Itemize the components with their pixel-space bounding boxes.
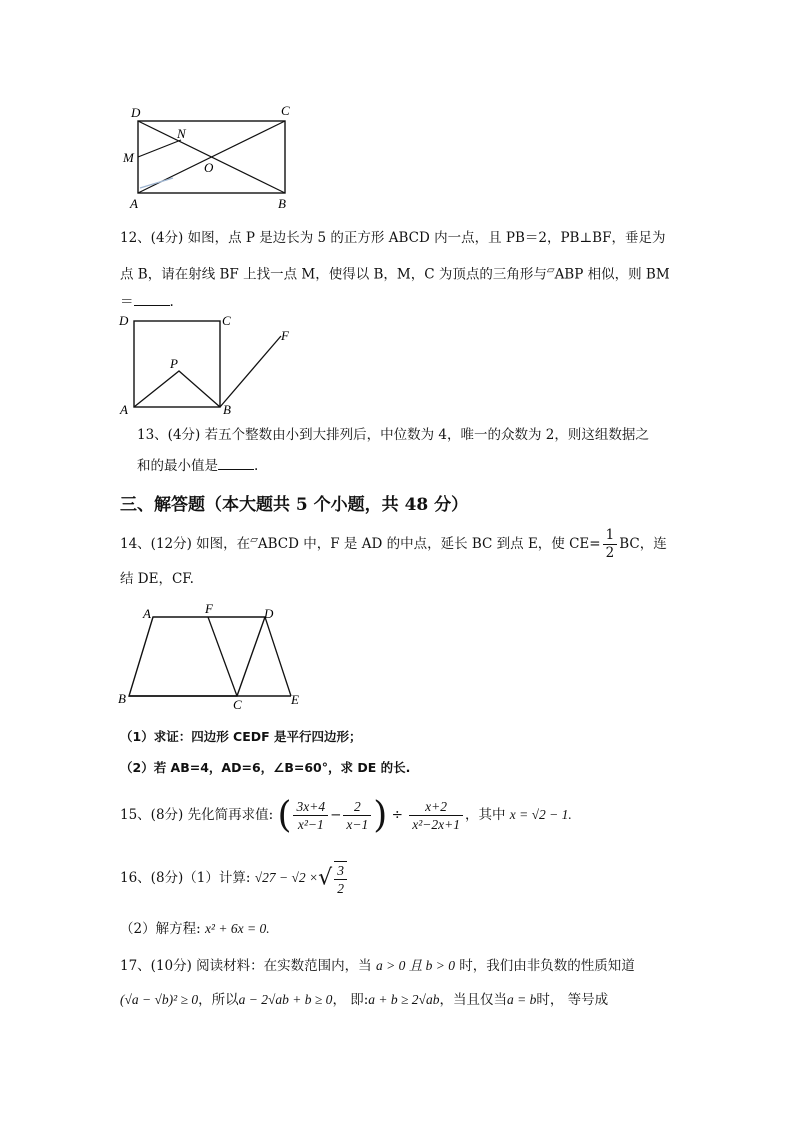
fraction-one-half (603, 527, 618, 562)
q17-text-d: ， 即: (332, 992, 369, 1008)
q14-part2: （2）若 AB=4，AD=6，∠B=60°，求 DE 的长. (120, 760, 411, 775)
figure-rectangle-diagonals (118, 100, 308, 215)
label-p: P (170, 356, 178, 371)
q13-answer-blank[interactable] (218, 456, 254, 470)
q12-answer-blank[interactable] (134, 292, 170, 306)
frac3-den: x²−2x+1 (412, 817, 460, 832)
frac-num: 3 (334, 862, 347, 880)
q16-prefix: 16、(8分)（1）计算: (120, 870, 251, 886)
frac1-num: 3x+4 (293, 798, 328, 816)
figure-square-ray (115, 310, 300, 418)
q12-end: . (169, 294, 174, 310)
open-paren: ( (277, 794, 292, 836)
q16-part2-expr: x² + 6x = 0. (204, 921, 270, 936)
label-c: C (233, 697, 242, 712)
label-b: B (278, 196, 286, 211)
frac-den: 2 (605, 545, 615, 561)
q12-line3 (120, 292, 174, 311)
label-n: N (177, 126, 186, 141)
label-m: M (123, 150, 134, 165)
q14-line2: 结 DE，CF. (120, 571, 194, 587)
frac2-num: 2 (343, 798, 371, 816)
label-a: A (143, 606, 151, 621)
frac2-den: x−1 (346, 817, 369, 832)
triangle-apb (134, 371, 220, 407)
q17-expr-a: (√a − √b)² ≥ 0 (120, 992, 199, 1007)
label-b: B (118, 691, 126, 706)
fraction-1 (293, 798, 328, 833)
fraction-3 (409, 798, 463, 833)
q16-part2 (120, 920, 270, 938)
label-f: F (281, 328, 289, 343)
faint-mark (140, 178, 173, 188)
q17-expr-e: a + b ≥ 2√ab (368, 992, 440, 1007)
fraction-3-over-2 (334, 861, 347, 897)
section-title: 三、解答题（本大题共 5 个小题，共 48 分） (120, 495, 469, 515)
q12-eq: ＝ (120, 294, 134, 310)
q14-post: BC，连 (619, 536, 667, 552)
q17-text-b: ，所以 (198, 992, 239, 1008)
q13-line1: 13、(4分) 若五个整数由小到大排列后，中位数为 4，唯一的众数为 2，则这组数据之 (137, 427, 649, 443)
divide-sign: ÷ (391, 807, 403, 823)
close-paren: ) (373, 794, 388, 836)
label-d: D (131, 105, 141, 120)
q14-prefix: 14、(12分) 如图，在 (120, 536, 251, 552)
frac3-num: x+2 (409, 798, 463, 816)
q16-part2-label: （2）解方程: (120, 921, 201, 937)
q13-line2-text: 和的最小值是 (137, 458, 218, 474)
q17-expr-c: a − 2√ab + b ≥ 0 (238, 992, 333, 1007)
q14-mid: ABCD 中，F 是 AD 的中点，延长 BC 到点 E，使 CE= (257, 536, 601, 552)
frac1-den: x²−1 (297, 817, 324, 832)
parallelogram-symbol: ▱ (250, 534, 258, 546)
segment-mn (138, 140, 181, 157)
q17-line1 (120, 957, 635, 975)
sqrt-symbol: √ (318, 865, 333, 891)
q12-line2-text: 点 B，请在射线 BF 上找一点 M，使得以 B，M，C 为顶点的三角形与 (120, 266, 547, 283)
q16-expr: √27 − √2 × (254, 870, 319, 885)
q15-line (120, 795, 572, 839)
segment-fc (208, 617, 237, 696)
q15-prefix: 15、(8分) 先化简再求值: (120, 807, 274, 823)
label-o: O (204, 160, 214, 175)
q15-value: x = √2 − 1. (509, 807, 572, 822)
q14-line1 (120, 527, 667, 562)
parallelogram-abcd (129, 617, 265, 696)
figure-parallelogram (115, 600, 315, 715)
label-c: C (222, 313, 231, 328)
frac-den: 2 (337, 880, 344, 896)
parallelogram-symbol: ▱ (546, 265, 555, 276)
q17-text-f: ，当且仅当 (439, 992, 507, 1008)
q17-line2 (120, 991, 608, 1009)
q17-expr-g: a = b (506, 992, 537, 1007)
q17-text-h: 时， 等号成 (536, 992, 609, 1008)
label-d: D (264, 606, 274, 621)
q13-line2 (137, 456, 258, 475)
q15-suffix: ，其中 (464, 807, 506, 823)
label-a: A (120, 402, 128, 417)
q16-line1 (120, 858, 349, 902)
ray-bf (220, 336, 281, 407)
segment-de (265, 617, 291, 696)
q17-line1-post: 时，我们由非负数的性质知道 (459, 958, 635, 974)
q17-prefix: 17、(10分) 阅读材料：在实数范围内，当 (120, 958, 372, 974)
frac-num: 1 (603, 527, 618, 545)
q14-part1: （1）求证：四边形 CEDF 是平行四边形； (120, 729, 362, 744)
label-b: B (223, 402, 231, 417)
label-e: E (291, 692, 299, 707)
label-d: D (119, 313, 129, 328)
fraction-2 (343, 798, 371, 833)
q12-line2-mid: ABP 相似，则 BM (554, 266, 670, 283)
q12-line1: 12、(4分) 如图，点 P 是边长为 5 的正方形 ABCD 内一点，且 PB＝2，PB⊥BF，垂足为 (120, 230, 666, 246)
q13-end: . (254, 458, 259, 474)
minus-sign: − (330, 807, 342, 823)
label-a: A (130, 196, 138, 211)
q17-cond: a > 0 且 b > 0 (375, 958, 455, 973)
label-c: C (281, 103, 290, 118)
q12-line2 (120, 262, 670, 284)
label-f: F (205, 601, 213, 616)
